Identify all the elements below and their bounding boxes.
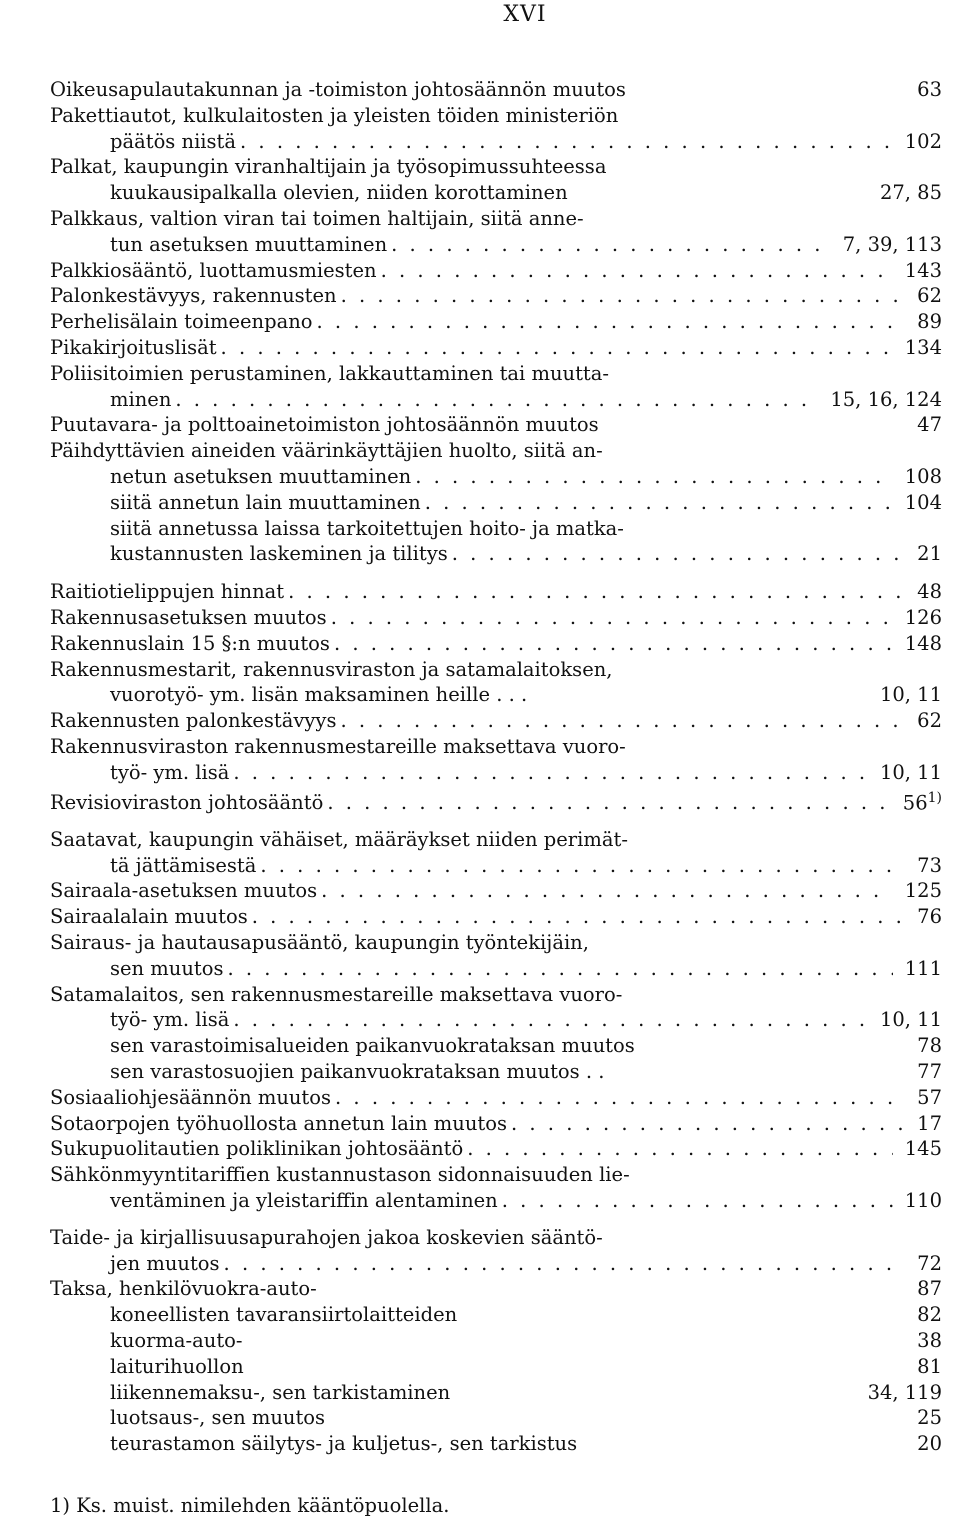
entry-text: Sosiaaliohjesäännön muutos [50,1085,332,1109]
page-number-value: 111 [904,956,942,980]
page-number-value: 62 [917,709,942,733]
page-reference [905,541,942,567]
page-number-value: 47 [917,413,942,437]
entry-text: Sairaus- ja hautausapusääntö, kaupungin työntekijäin, [50,931,589,954]
page-number-value: 77 [917,1059,942,1083]
index-entry [50,154,942,206]
page-reference [868,682,942,708]
entry-text: ventäminen ja yleistariffin alentaminen [110,1188,498,1212]
entry-text: Sairaalalain muutos [50,905,248,929]
entry-line [50,1380,942,1406]
entry-line [50,579,942,605]
subject-index [50,77,942,1457]
index-entry [50,982,942,1034]
entry-text: Palkkiosääntö, luottamusmiesten [50,258,377,282]
entry-text: Sähkönmyyntitariffien kustannustason sidonnaisuuden lie- [50,1163,630,1187]
index-entry [50,438,942,490]
entry-line [50,1033,942,1059]
entry-line [50,387,942,413]
page-number-value: 25 [917,1406,942,1430]
index-entry [50,1302,942,1328]
dot-leader [288,579,905,605]
dot-leader [341,283,906,309]
letter-group-gap [50,816,942,827]
entry-text: Rakennusten palonkestävyys [50,709,337,733]
entry-text: liikennemaksu-, sen tarkistaminen [110,1380,451,1404]
page-reference [905,1328,942,1354]
page-reference [905,1431,942,1457]
entry-line [50,1405,942,1431]
entry-line [50,708,942,734]
page-reference [905,1251,942,1277]
entry-text: Satamalaitos, sen rakennusmestareille maksettava vuoro- [50,982,623,1006]
page-reference [893,258,942,284]
index-entry [50,579,942,605]
entry-line [50,283,942,309]
dot-leader [381,258,893,284]
index-entry [50,786,942,816]
entry-line [50,1251,942,1277]
page-reference [856,1380,942,1406]
dot-leader [511,1111,905,1137]
entry-text: Sotaorpojen työhuollosta annetun lain muutos [50,1111,508,1135]
entry-line [50,1225,942,1251]
entry-text: Palkkaus, valtion viran tai toimen haltijain, siitä anne- [50,206,584,230]
page-number-value: 10, 11 [879,1008,942,1032]
page-reference [893,464,942,490]
dot-leader [391,232,831,258]
page-reference [868,760,942,786]
page-number-value: 38 [917,1328,942,1352]
index-entry [50,1111,942,1137]
entry-line [50,464,942,490]
page-number-value: 78 [917,1034,942,1058]
entry-line [50,258,942,284]
dot-leader [334,631,893,657]
entry-text: Rakennusasetuksen muutos [50,605,327,629]
page-number-value: 81 [917,1354,942,1378]
page-number-value: 27, 85 [879,181,942,205]
entry-text: Rakennusmestarit, rakennusviraston ja satamalaitoksen, [50,657,613,681]
page-number: XVI [503,2,547,27]
entry-line [50,335,942,361]
letter-group-gap [50,1214,942,1225]
entry-line [50,309,942,335]
entry-text: Revisioviraston johtosääntö [50,791,324,815]
index-entry [50,1085,942,1111]
entry-line [50,154,942,180]
entry-line [50,827,942,853]
dot-leader [327,790,890,816]
entry-line [50,878,942,904]
page-reference [905,1405,942,1431]
entry-line [50,129,942,155]
entry-text: Perhelisälain toimeenpano [50,310,313,334]
entry-line [50,605,942,631]
dot-leader [425,490,893,516]
page-number-value: 73 [917,853,942,877]
entry-text: siitä annetun lain muuttaminen [110,490,421,514]
index-entry [50,1162,942,1214]
index-entry [50,490,942,516]
index-entry [50,904,942,930]
index-entry [50,657,942,709]
page-number-value: 10, 11 [879,760,942,784]
dot-leader [224,1251,906,1277]
entry-line [50,956,942,982]
index-entry [50,412,942,438]
entry-text: Oikeusapulautakunnan ja -toimiston johtosäännön muutos [50,78,626,101]
index-entry [50,77,942,103]
page-number-value: 21 [917,542,942,566]
page-number-value: 82 [917,1303,942,1327]
entry-line [50,490,942,516]
dot-leader [335,1085,905,1111]
dot-leader [331,605,893,631]
page-number-value: 148 [904,631,942,655]
entry-line [50,1162,942,1188]
index-entry [50,878,942,904]
entry-line [50,786,942,816]
entry-text: Sukupuolitautien poliklinikan johtosääntö [50,1137,464,1161]
dot-leader [467,1136,893,1162]
index-entry [50,1136,942,1162]
page-reference [831,232,942,258]
entry-text: vuorotyö- ym. lisän maksaminen heille . . . [110,683,528,707]
page-reference [893,1188,942,1214]
page-reference [818,387,942,413]
entry-line [50,853,942,879]
page-number-value: 34, 119 [867,1380,942,1404]
entry-line [50,1354,942,1380]
dot-leader [415,464,893,490]
page-reference [893,335,942,361]
entry-text: kuorma-auto- [110,1328,243,1352]
entry-text: tä jättämisestä [110,853,257,877]
dot-leader [221,335,893,361]
page-number-value: 104 [904,490,942,514]
page-reference [905,1085,942,1111]
page-reference [905,579,942,605]
index-entry [50,930,942,982]
page-number-value: 143 [904,258,942,282]
entry-text: Päihdyttävien aineiden väärinkäyttäjien huolto, siitä an- [50,439,603,463]
page-number-value: 89 [917,310,942,334]
entry-text: sen varastosuojien paikanvuokrataksan muutos . . [110,1059,605,1083]
index-entry [50,708,942,734]
dot-leader [321,878,893,904]
index-entry [50,1276,942,1302]
index-entry [50,1225,942,1277]
entry-text: Poliisitoimien perustaminen, lakkauttaminen tai muutta- [50,361,609,385]
dot-leader [233,1007,868,1033]
page-number-value: 57 [917,1085,942,1109]
page-reference [893,1136,942,1162]
index-entry [50,1354,942,1380]
page-reference [893,878,942,904]
entry-text: netun asetuksen muuttaminen [110,464,412,488]
entry-line [50,438,942,464]
entry-line [50,1431,942,1457]
page-reference [893,490,942,516]
page-number-value: 108 [904,464,942,488]
entry-line [50,631,942,657]
index-entry [50,1431,942,1457]
entry-line [50,516,942,542]
page-number-value: 145 [904,1137,942,1161]
entry-line [50,1059,942,1085]
page-number-value: 10, 11 [879,683,942,707]
entry-line [50,77,942,103]
index-entry [50,1328,942,1354]
index-entry [50,335,942,361]
dot-leader [175,387,818,413]
page-number-value: 63 [917,78,942,101]
dot-leader [317,309,906,335]
entry-text: Saatavat, kaupungin vähäiset, määräykset niiden perimät- [50,827,628,851]
entry-text: teurastamon säilytys- ja kuljetus-, sen tarkistus [110,1432,578,1456]
entry-line [50,1085,942,1111]
entry-text: tun asetuksen muuttaminen [110,232,388,256]
entry-line [50,682,942,708]
entry-line [50,1188,942,1214]
entry-text: Rakennuslain 15 §:n muutos [50,631,330,655]
entry-line [50,982,942,1008]
entry-line [50,206,942,232]
page-reference [868,180,942,206]
entry-text: kuukausipalkalla olevien, niiden korottaminen [110,181,568,205]
entry-line [50,1007,942,1033]
entry-text: Sairaala-asetuksen muutos [50,879,318,903]
page-reference [905,283,942,309]
entry-text: koneellisten tavaransiirtolaitteiden [110,1303,458,1327]
index-entry [50,1059,942,1085]
dot-leader [228,956,893,982]
entry-text: Puutavara- ja polttoainetoimiston johtosäännön muutos [50,413,599,437]
entry-text: laiturihuollon [110,1354,244,1378]
dot-leader [240,129,893,155]
entry-text: Raitiotielippujen hinnat [50,580,285,604]
entry-line [50,412,942,438]
page-reference [905,412,942,438]
entry-line [50,361,942,387]
entry-line [50,1276,942,1302]
entry-line [50,1136,942,1162]
entry-line [50,930,942,956]
entry-text: Palonkestävyys, rakennusten [50,284,337,308]
entry-text: Pikakirjoituslisät [50,335,217,359]
entry-text: Palkat, kaupungin viranhaltijain ja työsopimussuhteessa [50,155,607,179]
dot-leader [340,708,905,734]
entry-line [50,1302,942,1328]
dot-leader [502,1188,893,1214]
entry-text: luotsaus-, sen muutos [110,1406,326,1430]
page-number-value: 110 [904,1188,942,1212]
index-entry [50,827,942,879]
index-entry [50,309,942,335]
page-reference [905,309,942,335]
entry-text: Taide- ja kirjallisuusapurahojen jakoa koskevien sääntö- [50,1225,603,1249]
index-entry [50,734,942,786]
page-number-value: 126 [904,605,942,629]
dot-leader [252,904,905,930]
page-number-value: 102 [904,129,942,153]
entry-text: jen muutos [110,1251,220,1275]
dot-leader [452,541,905,567]
entry-text: työ- ym. lisä [110,760,230,784]
page-number-value: 134 [904,335,942,359]
index-entry [50,605,942,631]
page-number-value: 62 [917,284,942,308]
page-reference [905,1033,942,1059]
page-reference [891,786,942,816]
index-entry [50,361,942,413]
entry-line [50,734,942,760]
page-reference [905,1302,942,1328]
entry-text: päätös niistä [110,129,237,153]
entry-text: minen [110,387,172,411]
index-entry [50,283,942,309]
entry-line [50,180,942,206]
page-number-value: 76 [917,905,942,929]
page-number-value: 7, 39, 113 [842,232,942,256]
dot-leader [233,760,868,786]
index-entry [50,1033,942,1059]
page-reference [893,129,942,155]
entry-text: sen varastoimisalueiden paikanvuokrataksan muutos [110,1034,635,1058]
page-reference [905,708,942,734]
page-number-value: 56 [902,791,928,815]
entry-text: siitä annetussa laissa tarkoitettujen hoito- ja matka- [110,516,624,540]
entry-text: Rakennusviraston rakennusmestareille maksettava vuoro- [50,734,626,758]
index-entry [50,103,942,155]
page-reference [905,1276,942,1302]
page-reference [893,605,942,631]
entry-text: työ- ym. lisä [110,1008,230,1032]
entry-line [50,904,942,930]
page-number-value: 87 [917,1277,942,1301]
letter-group-gap [50,567,942,579]
entry-line [50,1111,942,1137]
page-reference [893,631,942,657]
index-entry [50,258,942,284]
page-number-value: 20 [917,1432,942,1456]
entry-line [50,232,942,258]
index-entry [50,1405,942,1431]
index-entry [50,1380,942,1406]
page-number-value: 48 [917,580,942,604]
page-reference [893,956,942,982]
page-reference [905,1059,942,1085]
index-entry [50,631,942,657]
page-number-value: 17 [917,1111,942,1135]
page-number-value: 72 [917,1251,942,1275]
index-entry [50,206,942,258]
index-entry [50,516,942,568]
page-number-value: 15, 16, 124 [830,387,942,411]
entry-line [50,657,942,683]
page-reference [905,853,942,879]
entry-line [50,103,942,129]
entry-text: Pakettiautot, kulkulaitosten ja yleisten töiden ministeriön [50,103,619,127]
page-reference [905,904,942,930]
page-reference [905,77,942,103]
entry-text: Taksa, henkilövuokra-auto- [50,1277,317,1301]
page-number-value: 125 [904,879,942,903]
footnote: 1) Ks. muist. nimilehden kääntöpuolella. [50,1494,450,1517]
entry-line [50,760,942,786]
page-reference [868,1007,942,1033]
entry-text: kustannusten laskeminen ja tilitys [110,542,448,566]
page-reference [905,1354,942,1380]
page-reference [905,1111,942,1137]
dot-leader [260,853,905,879]
entry-text: sen muutos [110,956,224,980]
footnote-marker: 1) [927,789,942,806]
entry-line [50,1328,942,1354]
entry-line [50,541,942,567]
